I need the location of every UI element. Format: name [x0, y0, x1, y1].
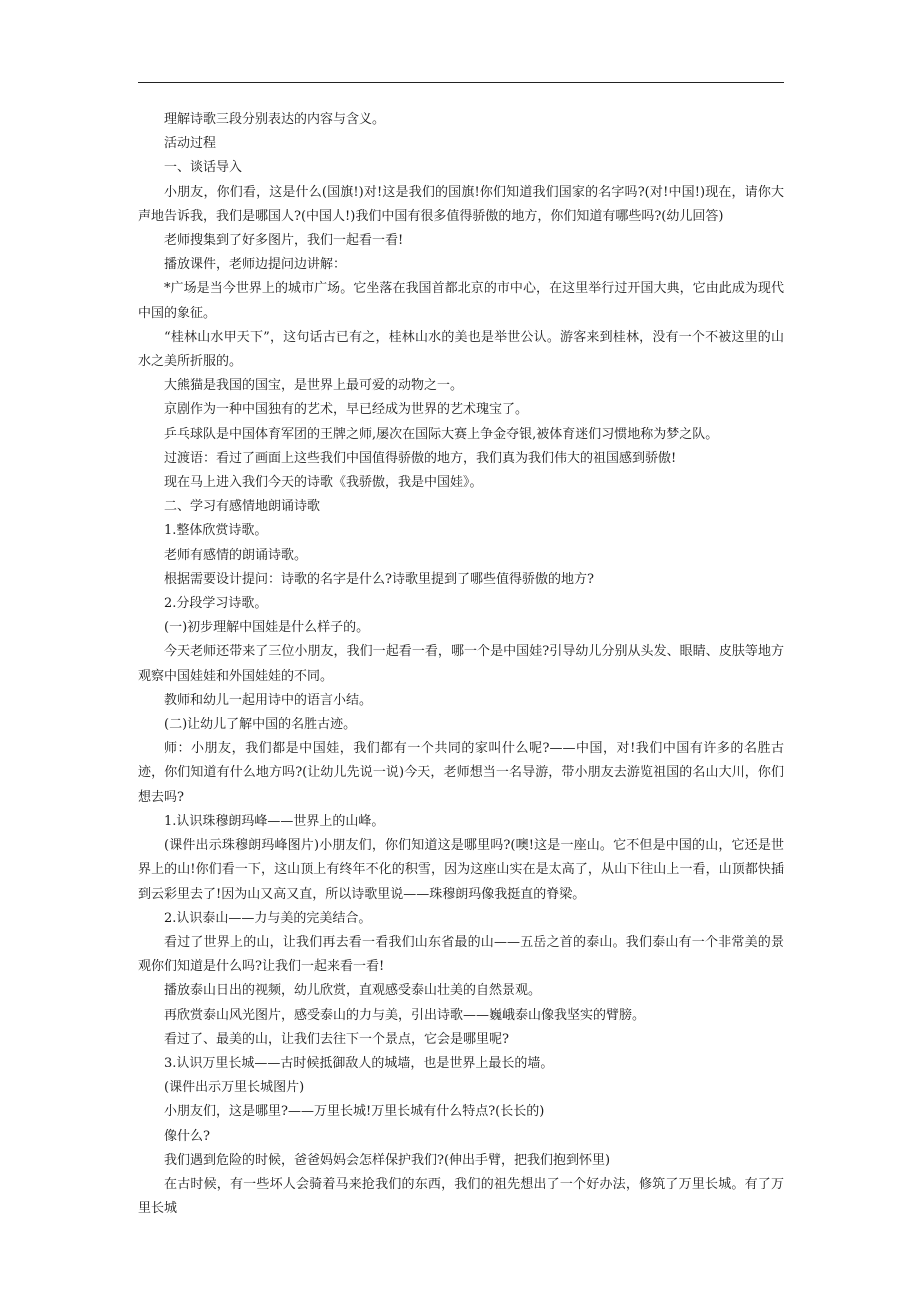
paragraph: 现在马上进入我们今天的诗歌《我骄傲，我是中国娃》。: [164, 475, 483, 491]
paragraph: “桂林山水甲天下”，这句话古已有之，桂林山水的美也是举世公认。游客来到桂林，没有一个不被这里的山水之美所折服的。: [138, 329, 784, 370]
heading-section-2: 二、学习有感情地朗诵诗歌: [164, 499, 321, 515]
paragraph: 老师搜集到了好多图片，我们一起看一看!: [164, 233, 404, 249]
paragraph: 3.认识万里长城——古时候抵御敌人的城墙，也是世界上最长的墙。: [164, 1055, 554, 1071]
paragraph: 大熊猫是我国的国宝，是世界上最可爱的动物之一。: [164, 378, 464, 394]
paragraph: (课件出示万里长城图片): [164, 1080, 305, 1096]
heading-activity-process: 活动过程: [164, 136, 217, 152]
paragraph: 再欣赏泰山风光图片，感受泰山的力与美，引出诗歌——巍峨泰山像我坚实的臂膀。: [164, 1007, 646, 1023]
paragraph: 看过了、最美的山，让我们去往下一个景点，它会是哪里呢?: [164, 1031, 509, 1047]
paragraph: 今天老师还带来了三位小朋友，我们一起看一看，哪一个是中国娃?引导幼儿分别从头发、眼睛、皮肤等地方观察中国娃娃和外国娃娃的不同。: [138, 644, 784, 684]
paragraph: (一)初步理解中国娃是什么样子的。: [164, 620, 370, 636]
paragraph: 京剧作为一种中国独有的艺术，早已经成为世界的艺术瑰宝了。: [164, 402, 529, 418]
header-divider: [138, 82, 784, 83]
paragraph: 师：小朋友，我们都是中国娃，我们都有一个共同的家叫什么呢?——中国，对!我们中国有许多的名胜古迹，你们知道有什么地方吗?(让幼儿先说一说)今天，老师想当一名导游，带小朋友去游览祖国的名山大川，你们想去吗?: [138, 741, 784, 805]
paragraph: 1.整体欣赏诗歌。: [164, 523, 268, 539]
paragraph: 播放课件，老师边提问边讲解：: [164, 257, 347, 273]
paragraph: 2.认识泰山——力与美的完美结合。: [164, 910, 372, 926]
paragraph: 像什么?: [164, 1128, 210, 1144]
paragraph: 在古时候，有一些坏人会骑着马来抢我们的东西，我们的祖先想出了一个好办法，修筑了万里长城。有了万里长城: [138, 1176, 784, 1217]
paragraph: 2.分段学习诗歌。: [164, 596, 268, 612]
document-body: [138, 108, 784, 1221]
paragraph: 根据需要设计提问：诗歌的名字是什么?诗歌里提到了哪些值得骄傲的地方?: [164, 571, 594, 587]
paragraph: 我们遇到危险的时候，爸爸妈妈会怎样保护我们?(伸出手臂，把我们抱到怀里): [164, 1152, 611, 1168]
paragraph: (二)让幼儿了解中国的名胜古迹。: [164, 717, 357, 733]
paragraph: 小朋友们，这是哪里?——万里长城!万里长城有什么特点?(长长的): [164, 1104, 545, 1120]
paragraph: 看过了世界上的山，让我们再去看一看我们山东省最的山——五岳之首的泰山。我们泰山有一个非常美的景观你们知道是什么吗?让我们一起来看一看!: [138, 934, 784, 975]
paragraph: 1.认识珠穆朗玛峰——世界上的山峰。: [164, 813, 385, 829]
paragraph: 小朋友，你们看，这是什么(国旗!)对!这是我们的国旗!你们知道我们国家的名字吗?(对!中国!)现在，请你大声地告诉我，我们是哪国人?(中国人!)我们中国有很多值得骄傲的地方，你们知道有哪些吗?(幼儿回答): [138, 184, 784, 224]
paragraph: 老师有感情的朗诵诗歌。: [164, 547, 308, 563]
paragraph: (课件出示珠穆朗玛峰图片)小朋友们，你们知道这是哪里吗?(噢!这是一座山。它不但是中国的山，它还是世界上的山!你们看一下，这山顶上有终年不化的积雪，因为这座山实在是太高了，从山下往山上一看，山顶都快插到云彩里去了!因为山又高又直，所以诗歌里说——珠穆朗玛像我挺直的脊梁。: [138, 838, 784, 902]
heading-section-1: 一、谈话导入: [164, 160, 243, 176]
paragraph: 教师和幼儿一起用诗中的语言小结。: [164, 692, 373, 708]
paragraph-objective: 理解诗歌三段分别表达的内容与含义。: [164, 112, 386, 127]
paragraph: *广场是当今世界上的城市广场。它坐落在我国首都北京的市中心，在这里举行过开国大典，它由此成为现代中国的象征。: [138, 281, 784, 321]
paragraph: 过渡语：看过了画面上这些我们中国值得骄傲的地方，我们真为我们伟大的祖国感到骄傲!: [164, 450, 677, 466]
paragraph: 播放泰山日出的视频，幼儿欣赏，直观感受泰山壮美的自然景观。: [164, 983, 542, 999]
paragraph: 乒乓球队是中国体育军团的王牌之师,屡次在国际大赛上争金夺银,被体育迷们习惯地称为梦之队。: [164, 426, 719, 442]
